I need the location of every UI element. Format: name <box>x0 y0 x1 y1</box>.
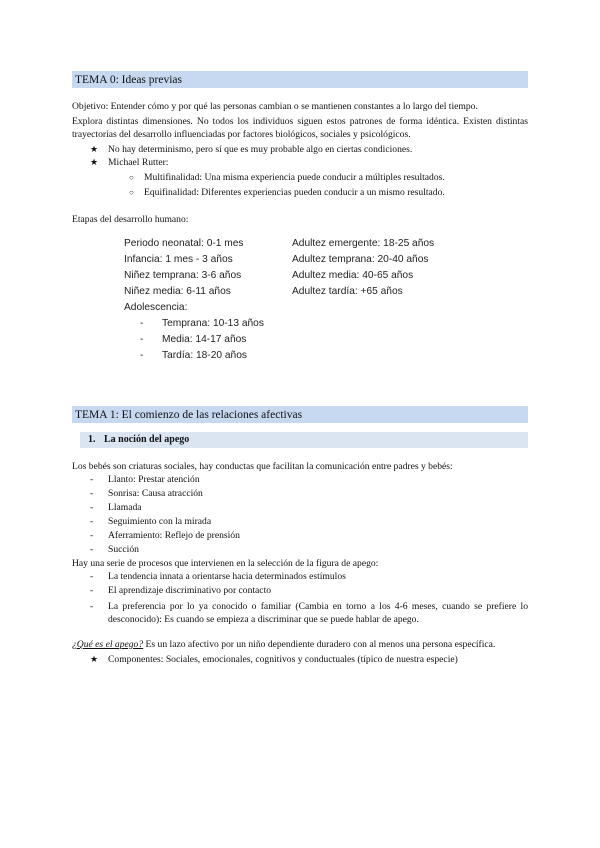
adolescencia-item: - Temprana: 10-13 años <box>140 318 264 329</box>
adolescencia-item: - Tardía: 18-20 años <box>140 350 247 361</box>
document-page <box>72 71 528 666</box>
intro-paragraph: Los bebés son criaturas sociales, hay conductas que facilitan la comunicación entre padres y bebés: <box>72 461 453 472</box>
bullet-text: Multifinalidad: Una misma experiencia puede conducir a múltiples resultados. <box>144 172 445 183</box>
etapa-item: Niñez media: 6-11 años <box>124 286 231 297</box>
list-item: - La preferencia por lo ya conocido o familiar (Cambia en torno a los 4-6 meses, cuando se prefiere lo desconocido): Es cuando se empieza a discriminar que se puede hablar de apego. <box>90 601 528 625</box>
etapas-label: Etapas del desarrollo humano: <box>72 214 189 225</box>
adolescencia-item: - Media: 14-17 años <box>140 334 247 345</box>
bullet-rutter <box>72 156 528 169</box>
bullet-text: Michael Rutter: <box>108 157 169 168</box>
etapa-item: Adultez media: 40-65 años <box>292 270 414 281</box>
etapa-item: Periodo neonatal: 0-1 mes <box>124 238 244 249</box>
etapa-item: Adultez tardía: +65 años <box>292 286 403 297</box>
apego-definition: Es un lazo afectivo por un niño dependiente duradero con al menos una persona específica. <box>143 639 496 650</box>
star-icon: ★ <box>90 157 99 167</box>
circle-bullet-icon: ○ <box>129 188 134 197</box>
etapas-figure <box>72 226 528 376</box>
etapa-item: Adultez emergente: 18-25 años <box>292 238 435 249</box>
bullet-text: Equifinalidad: Diferentes experiencias pueden conducir a un mismo resultado. <box>144 187 445 198</box>
list-item: - Aferramiento: Reflejo de prensión <box>90 530 240 541</box>
list-item: - Seguimiento con la mirada <box>90 516 212 527</box>
bullet-componentes <box>72 653 528 666</box>
apego-paragraph <box>72 638 528 651</box>
tema1-heading: TEMA 1: El comienzo de las relaciones afectivas <box>72 406 528 423</box>
circle-bullet-icon: ○ <box>129 173 134 182</box>
list-item: - La tendencia innata a orientarse hacia determinados estímulos <box>90 571 346 582</box>
rutter-multifinalidad <box>72 171 528 184</box>
apego-question: ¿Qué es el apego? <box>72 639 144 650</box>
bullet-text: No hay determinismo, pero sí que es muy probable algo en ciertas condiciones. <box>108 144 413 155</box>
section-title: La noción del apego <box>104 434 190 445</box>
list-item: - El aprendizaje discriminativo por contacto <box>90 585 272 596</box>
explora-paragraph: Explora distintas dimensiones. No todos los individuos siguen estos patrones de forma idéntica. Existen distintas trayectorias del desarrollo influenciadas por factores biológicos, sociales y psicológicos. <box>72 116 528 140</box>
list-item: - Llamada <box>90 502 142 513</box>
objetivo-paragraph: Objetivo: Entender cómo y por qué las personas cambian o se mantienen constantes a lo largo del tiempo. <box>72 101 478 112</box>
procesos-paragraph: Hay una serie de procesos que intervienen en la selección de la figura de apego: <box>72 558 379 569</box>
star-icon: ★ <box>90 654 99 664</box>
bullet-determinismo <box>72 143 528 156</box>
bullet-text: Componentes: Sociales, emocionales, cognitivos y conductuales (típico de nuestra especie) <box>108 654 458 665</box>
etapas-left-column <box>124 236 264 364</box>
section-heading <box>80 432 528 448</box>
etapa-item: Infancia: 1 mes - 3 años <box>124 254 233 265</box>
etapa-item: Adolescencia: <box>124 302 188 313</box>
list-item: - Succión <box>90 544 139 555</box>
list-item: - Sonrisa: Causa atracción <box>90 488 203 499</box>
etapas-right-column <box>292 236 434 300</box>
section-number: 1. <box>88 434 96 445</box>
rutter-equifinalidad <box>72 186 528 199</box>
tema0-heading: TEMA 0: Ideas previas <box>72 71 528 88</box>
star-icon: ★ <box>90 144 99 154</box>
list-item: - Llanto: Prestar atención <box>90 474 200 485</box>
etapa-item: Niñez temprana: 3-6 años <box>124 270 242 281</box>
etapa-item: Adultez temprana: 20-40 años <box>292 254 429 265</box>
